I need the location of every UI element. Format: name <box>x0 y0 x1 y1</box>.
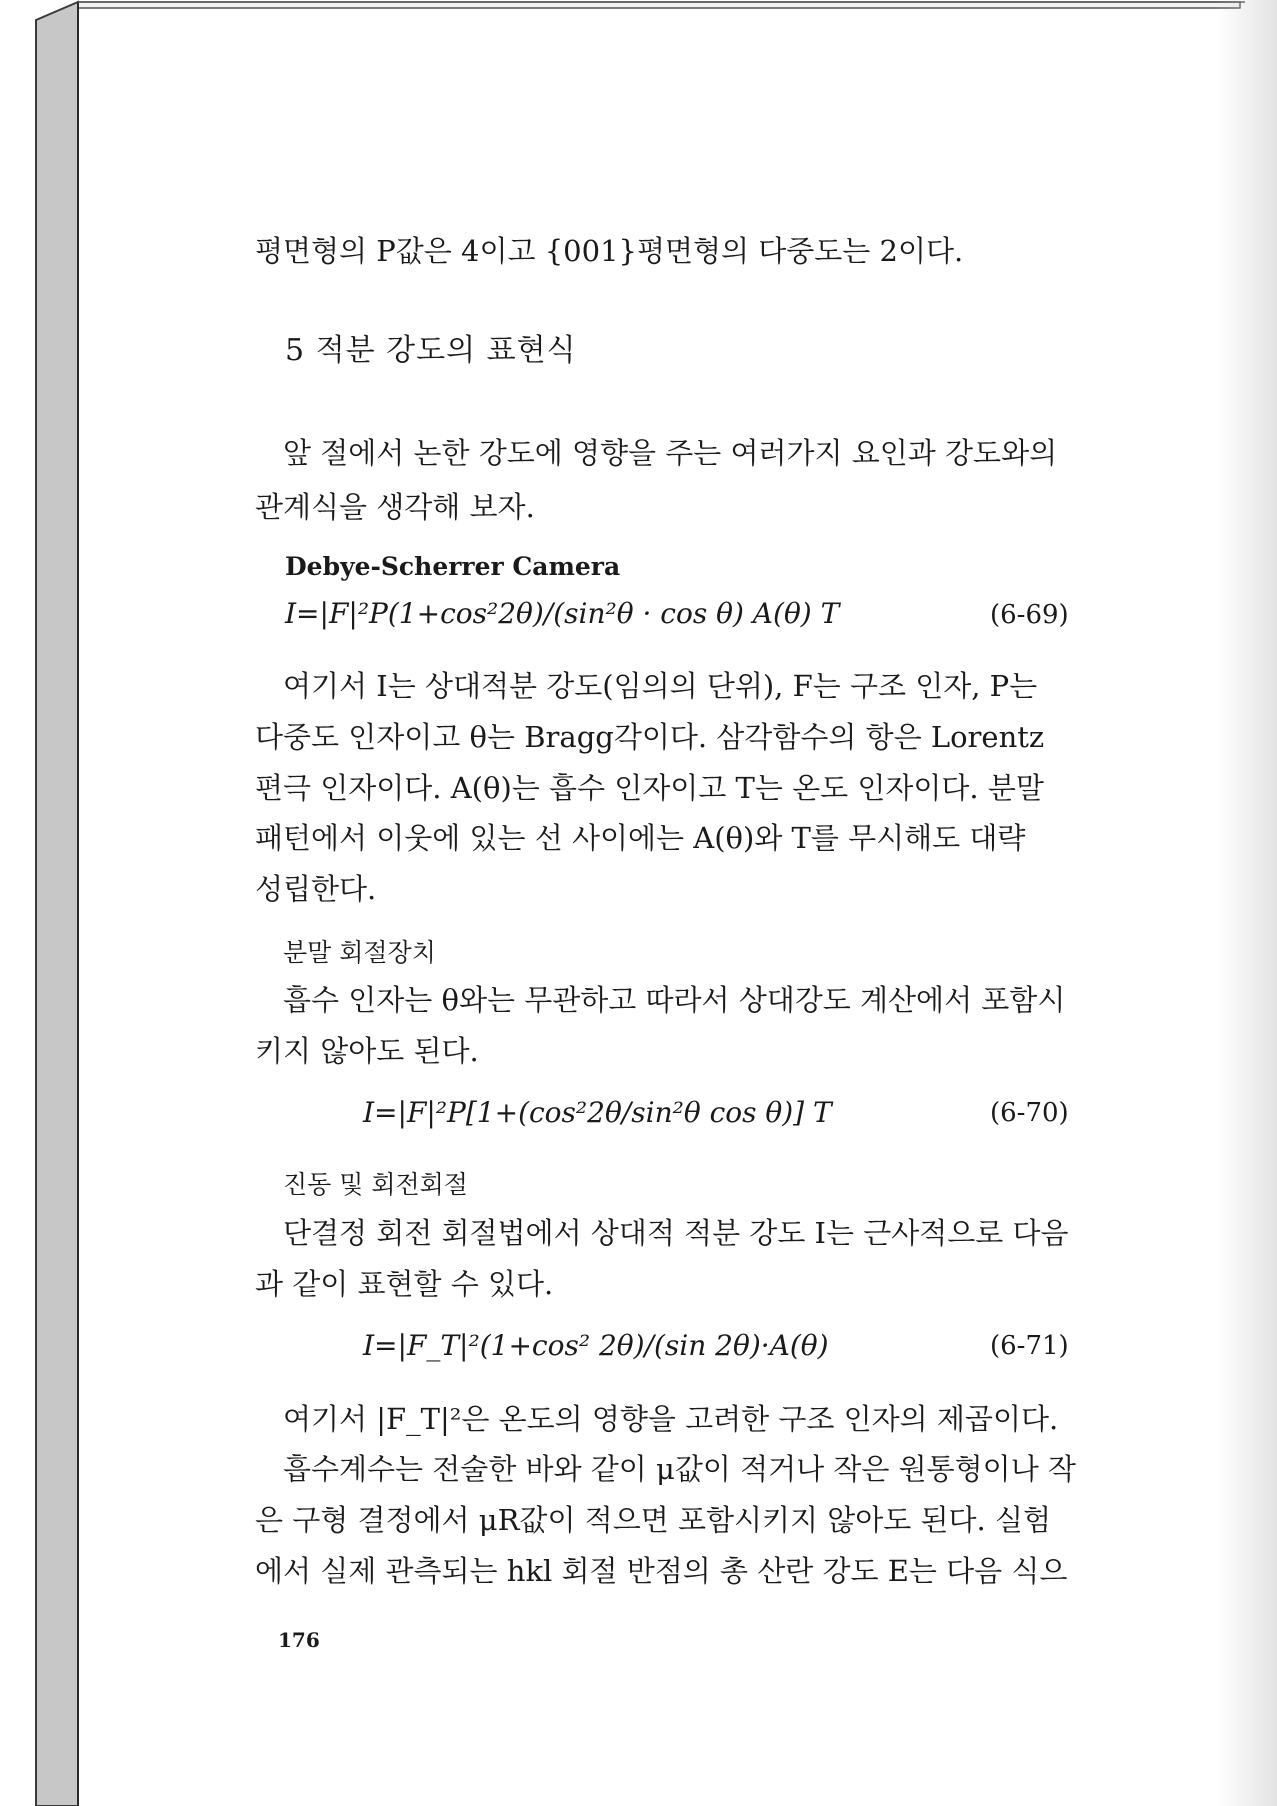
text-line: 키지 않아도 된다. <box>255 1034 479 1068</box>
equation-number: (6-69) <box>990 600 1069 630</box>
equation-6-69: I=|F|²P(1+cos²2θ)/(sin²θ · cos θ) A(θ) T <box>285 597 840 630</box>
text-line: 패턴에서 이웃에 있는 선 사이에는 A(θ)와 T를 무시해도 대략 <box>255 821 1026 855</box>
text-line: 관계식을 생각해 보자. <box>255 490 535 524</box>
sub-heading: 진동 및 회전회절 <box>283 1170 468 1199</box>
text-line: 과 같이 표현할 수 있다. <box>255 1267 554 1301</box>
text-line: 단결정 회전 회절법에서 상대적 적분 강도 I는 근사적으로 다음 <box>283 1216 1069 1250</box>
text-line: 평면형의 P값은 4이고 {001}평면형의 다중도는 2이다. <box>255 234 964 268</box>
page-edge-shadow <box>1217 0 1277 1806</box>
text-line: 여기서 |F_T|²은 온도의 영향을 고려한 구조 인자의 제곱이다. <box>283 1402 1059 1436</box>
equation-6-71: I=|F_T|²(1+cos² 2θ)/(sin 2θ)·A(θ) <box>363 1329 829 1362</box>
camera-title: Debye-Scherrer Camera <box>285 552 621 581</box>
text-line: 흡수계수는 전술한 바와 같이 μ값이 적거나 작은 원통형이나 작 <box>283 1452 1076 1486</box>
section-heading: 5 적분 강도의 표현식 <box>285 333 577 368</box>
text-line: 다중도 인자이고 θ는 Bragg각이다. 삼각함수의 항은 Lorentz <box>255 720 1045 754</box>
sub-heading: 분말 회절장치 <box>283 938 436 967</box>
equation-6-70: I=|F|²P[1+(cos²2θ/sin²θ cos θ)] T <box>363 1096 832 1129</box>
text-line: 편극 인자이다. A(θ)는 흡수 인자이고 T는 온도 인자이다. 분말 <box>255 771 1044 805</box>
page-number: 176 <box>278 1628 320 1652</box>
equation-number: (6-71) <box>990 1331 1069 1361</box>
text-line: 여기서 I는 상대적분 강도(임의의 단위), F는 구조 인자, P는 <box>283 669 1038 703</box>
text-line: 흡수 인자는 θ와는 무관하고 따라서 상대강도 계산에서 포함시 <box>283 983 1066 1017</box>
equation-number: (6-70) <box>990 1098 1069 1128</box>
text-line: 앞 절에서 논한 강도에 영향을 주는 여러가지 요인과 강도와의 <box>283 436 1058 470</box>
text-line: 에서 실제 관측되는 hkl 회절 반점의 총 산란 강도 E는 다음 식으 <box>255 1554 1068 1588</box>
text-line: 성립한다. <box>255 872 377 906</box>
text-line: 은 구형 결정에서 μR값이 적으면 포함시키지 않아도 된다. 실험 <box>255 1503 1051 1537</box>
